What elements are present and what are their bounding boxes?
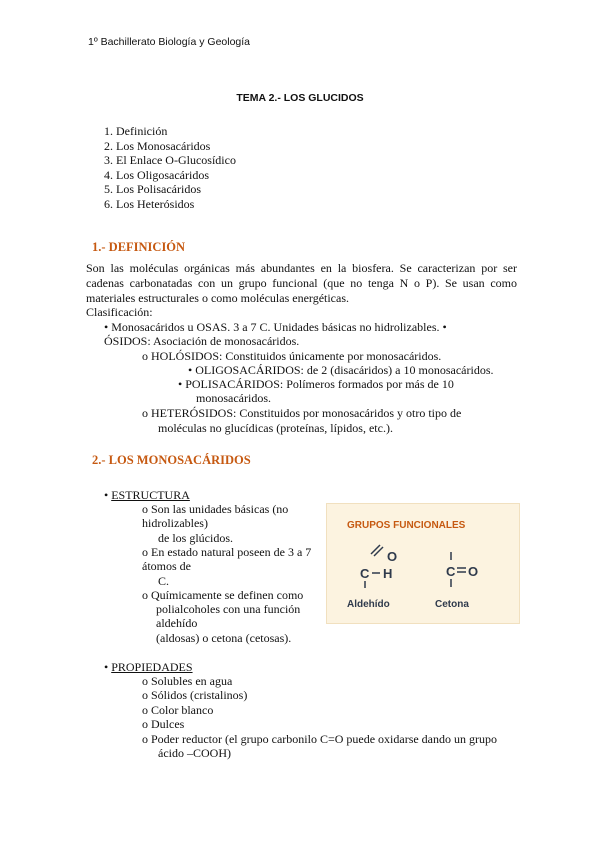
bullet-propiedades — [104, 660, 193, 675]
bullet-marker: • — [104, 660, 109, 674]
aldehyde-label: Aldehído — [347, 599, 390, 610]
clasificacion-label: Clasificación: — [86, 305, 153, 319]
ketone-oxygen: O — [468, 564, 479, 579]
estructura-item-cont: átomos de — [142, 559, 191, 573]
toc-item: 6. Los Heterósidos — [104, 196, 195, 211]
aldehyde-double-bond — [374, 547, 383, 556]
list-item-osidos: ÓSIDOS: Asociación de monosacáridos. — [104, 334, 300, 348]
aldehyde-hydrogen: H — [383, 566, 393, 581]
propiedad-item: o Poder reductor (el grupo carbonilo C=O puede oxidarse dando un grupo — [142, 732, 498, 746]
subheading-propiedades: PROPIEDADES — [111, 660, 193, 674]
propiedad-item: o Color blanco — [142, 703, 214, 717]
toc-item: 3. El Enlace O-Glucosídico — [104, 153, 236, 167]
estructura-item: o Son las unidades básicas (no — [142, 502, 289, 516]
list-item-polisacaridos: • POLISACÁRIDOS: Polímeros formados por más de 10 — [178, 377, 454, 391]
list-item-holosidos: o HOLÓSIDOS: Constituidos únicamente por monosacáridos. — [142, 349, 442, 363]
list-item-oligosacaridos: • OLIGOSACÁRIDOS: de 2 (disacáridos) a 10 monosacáridos. — [188, 363, 494, 377]
section-heading-definicion: 1.- DEFINICIÓN — [92, 240, 186, 254]
definition-paragraph: Son las moléculas orgánicas más abundantes en la biosfera. Se caracterizan por ser cadenas carbonatadas con un grupo funcional (que no tenga N o P). Se usan como materiales estructurales o como moléculas energéticas. — [86, 261, 517, 305]
toc-item: 1. Definición — [104, 124, 168, 138]
toc-item: 5. Los Polisacáridos — [104, 182, 201, 196]
ketone-carbon: C — [446, 564, 456, 579]
toc-item: 4. Los Oligosacáridos — [104, 167, 209, 182]
list-item-heterosidos: o HETERÓSIDOS: Constituidos por monosacáridos y otro tipo de — [142, 406, 462, 420]
figure-title: GRUPOS FUNCIONALES — [347, 520, 466, 531]
document-title: TEMA 2.- LOS GLUCIDOS — [236, 92, 364, 104]
estructura-item-cont: de los glúcidos. — [158, 531, 233, 545]
section-heading-monosacaridos: 2.- LOS MONOSACÁRIDOS — [92, 453, 251, 467]
functional-groups-figure — [326, 503, 520, 624]
estructura-item: o En estado natural poseen de 3 a 7 — [142, 545, 312, 559]
estructura-item-cont: aldehído — [156, 616, 198, 630]
bullet-estructura — [104, 488, 190, 503]
propiedad-item: o Dulces — [142, 717, 185, 731]
list-item-heterosidos-cont: moléculas no glucídicas (proteínas, lípidos, etc.). — [158, 421, 393, 435]
table-of-contents — [104, 124, 236, 211]
estructura-item-cont: hidrolizables) — [142, 516, 208, 530]
subheading-estructura: ESTRUCTURA — [111, 488, 190, 502]
estructura-item-cont: C. — [158, 574, 170, 588]
estructura-item-cont: (aldosas) o cetona (cetosas). — [156, 631, 292, 645]
ketone-label: Cetona — [435, 599, 469, 610]
aldehyde-double-bond — [371, 545, 380, 554]
page-header: 1º Bachillerato Biología y Geología — [88, 36, 251, 48]
aldehyde-oxygen: O — [387, 549, 398, 564]
bullet-marker: • — [104, 488, 109, 502]
estructura-item: o Químicamente se definen como — [142, 588, 304, 602]
propiedad-item: o Solubles en agua — [142, 674, 233, 688]
list-item-polisacaridos-cont: monosacáridos. — [196, 391, 271, 405]
aldehyde-carbon: C — [360, 566, 370, 581]
list-item-monosacaridos: • Monosacáridos u OSAS. 3 a 7 C. Unidades básicas no hidrolizables. • — [104, 320, 447, 334]
propiedad-item: o Sólidos (cristalinos) — [142, 688, 248, 702]
toc-item: 2. Los Monosacáridos — [104, 138, 211, 153]
propiedad-item-cont: ácido –COOH) — [158, 746, 231, 760]
estructura-item-cont: polialcoholes con una función — [156, 602, 301, 616]
